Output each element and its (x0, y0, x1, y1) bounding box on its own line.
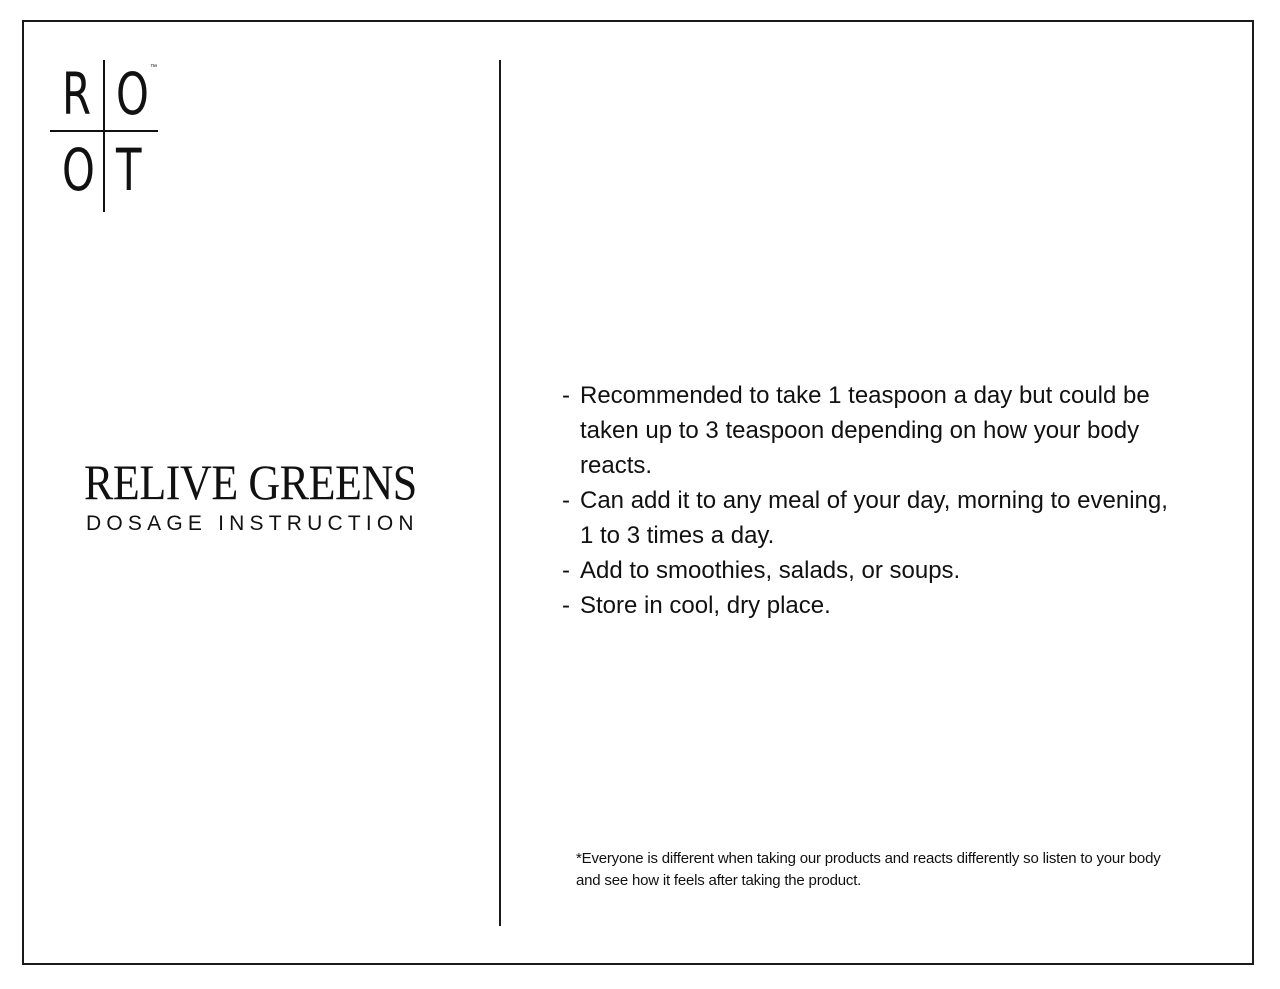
root-logo (50, 60, 160, 212)
instruction-item (562, 553, 1182, 588)
disclaimer-note: *Everyone is different when taking our products and reacts differently so listen to your body and see how it feels after taking the product. (576, 850, 1161, 889)
instruction-item (562, 588, 1182, 623)
logo-letter-t: T (116, 136, 142, 204)
product-title: RELIVE GREENS (84, 454, 417, 510)
instruction-text: Recommended to take 1 teaspoon a day but could be taken up to 3 teaspoon depending on how your body reacts. (580, 382, 1150, 479)
instruction-text: Add to smoothies, salads, or soups. (580, 557, 961, 584)
bullet-dash: - (562, 592, 570, 619)
instruction-text: Store in cool, dry place. (580, 592, 831, 619)
logo-letter-r: R (62, 60, 92, 128)
logo-horizontal-line (50, 130, 158, 132)
vertical-divider (499, 60, 501, 926)
instruction-item (562, 378, 1182, 483)
instruction-item (562, 483, 1182, 553)
instruction-list (562, 378, 1182, 623)
product-subtitle: DOSAGE INSTRUCTION (86, 512, 419, 535)
logo-letter-o-top: O (116, 60, 149, 128)
bullet-dash: - (562, 557, 570, 584)
logo-trademark: ™ (150, 64, 157, 71)
logo-letter-o-bottom: O (62, 136, 95, 204)
bullet-dash: - (562, 487, 570, 514)
bullet-dash: - (562, 382, 570, 409)
logo-vertical-line (103, 60, 105, 212)
instruction-text: Can add it to any meal of your day, morning to evening, 1 to 3 times a day. (580, 487, 1168, 549)
